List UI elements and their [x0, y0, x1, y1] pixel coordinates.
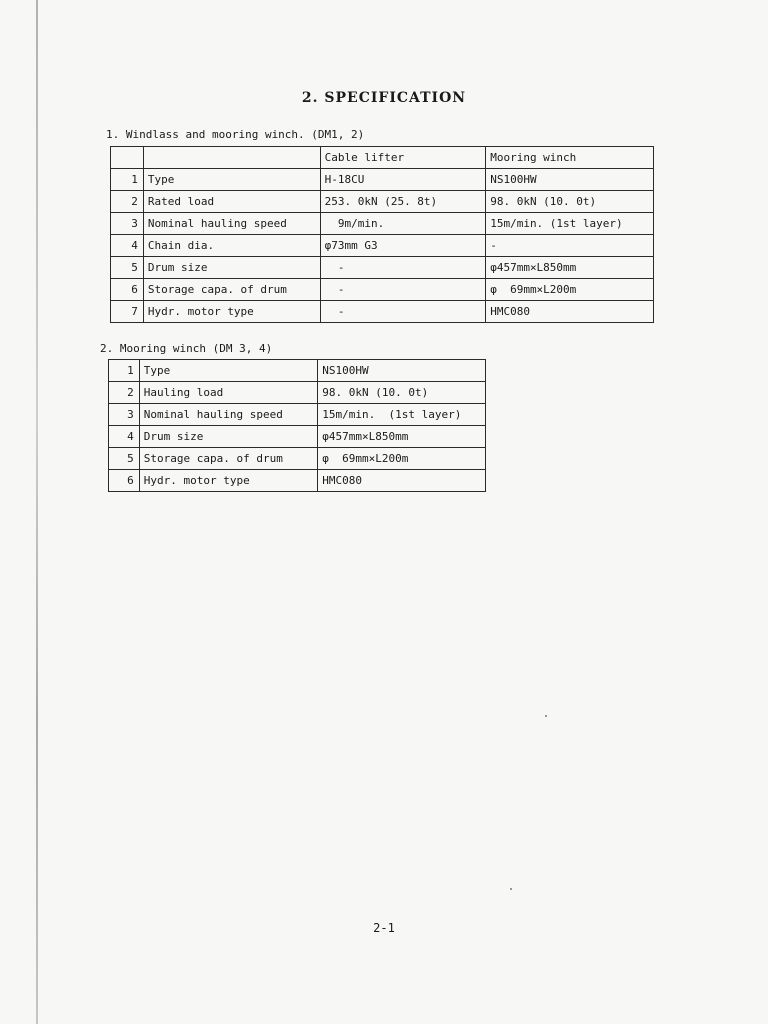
row-number: 4	[109, 426, 140, 448]
item-value: NS100HW	[318, 360, 486, 382]
mooring-winch-spec-table	[108, 359, 486, 492]
item-label: Nominal hauling speed	[143, 213, 320, 235]
binding-edge	[36, 0, 38, 1024]
cable-lifter-value: -	[320, 279, 486, 301]
item-value: HMC080	[318, 470, 486, 492]
table-row	[109, 448, 486, 470]
mooring-winch-value: φ457mm×L850mm	[486, 257, 654, 279]
table-row	[111, 235, 654, 257]
item-value: φ457mm×L850mm	[318, 426, 486, 448]
row-number: 3	[111, 213, 144, 235]
item-label: Chain dia.	[143, 235, 320, 257]
table-row	[109, 382, 486, 404]
item-value: 98. 0kN (10. 0t)	[318, 382, 486, 404]
item-label: Hauling load	[139, 382, 318, 404]
row-number: 5	[111, 257, 144, 279]
item-label: Type	[143, 169, 320, 191]
row-number: 4	[111, 235, 144, 257]
item-label: Nominal hauling speed	[139, 404, 318, 426]
scan-speck	[510, 888, 512, 890]
row-number: 5	[109, 448, 140, 470]
item-value: 15m/min. (1st layer)	[318, 404, 486, 426]
table-header-row	[111, 147, 654, 169]
mooring-winch-value: NS100HW	[486, 169, 654, 191]
header-cell	[111, 147, 144, 169]
header-cell	[143, 147, 320, 169]
cable-lifter-value: -	[320, 301, 486, 323]
mooring-winch-value: 98. 0kN (10. 0t)	[486, 191, 654, 213]
page-title: 2. SPECIFICATION	[301, 90, 467, 106]
mooring-winch-value: HMC080	[486, 301, 654, 323]
section1-caption: 1. Windlass and mooring winch. (DM1, 2)	[106, 128, 365, 141]
item-value: φ 69mm×L200m	[318, 448, 486, 470]
table-row	[109, 404, 486, 426]
row-number: 6	[111, 279, 144, 301]
cable-lifter-value: 9m/min.	[320, 213, 486, 235]
table-row	[109, 426, 486, 448]
header-cell: Mooring winch	[486, 147, 654, 169]
row-number: 2	[109, 382, 140, 404]
item-label: Storage capa. of drum	[143, 279, 320, 301]
page-number: 2-1	[373, 921, 395, 935]
row-number: 1	[111, 169, 144, 191]
row-number: 7	[111, 301, 144, 323]
table-row	[111, 257, 654, 279]
row-number: 6	[109, 470, 140, 492]
cable-lifter-value: -	[320, 257, 486, 279]
cable-lifter-value: H-18CU	[320, 169, 486, 191]
cable-lifter-value: φ73mm G3	[320, 235, 486, 257]
item-label: Type	[139, 360, 318, 382]
mooring-winch-value: 15m/min. (1st layer)	[486, 213, 654, 235]
item-label: Rated load	[143, 191, 320, 213]
item-label: Hydr. motor type	[143, 301, 320, 323]
item-label: Drum size	[143, 257, 320, 279]
table-row	[111, 301, 654, 323]
header-cell: Cable lifter	[320, 147, 486, 169]
cable-lifter-value: 253. 0kN (25. 8t)	[320, 191, 486, 213]
section2-caption: 2. Mooring winch (DM 3, 4)	[100, 342, 273, 355]
item-label: Drum size	[139, 426, 318, 448]
table-row	[111, 279, 654, 301]
mooring-winch-value: φ 69mm×L200m	[486, 279, 654, 301]
item-label: Storage capa. of drum	[139, 448, 318, 470]
table-row	[111, 213, 654, 235]
row-number: 1	[109, 360, 140, 382]
windlass-spec-table	[110, 146, 654, 323]
row-number: 3	[109, 404, 140, 426]
table-row	[109, 470, 486, 492]
item-label: Hydr. motor type	[139, 470, 318, 492]
table-row	[111, 191, 654, 213]
scan-speck	[545, 715, 547, 717]
row-number: 2	[111, 191, 144, 213]
mooring-winch-value: -	[486, 235, 654, 257]
table-row	[109, 360, 486, 382]
table-row	[111, 169, 654, 191]
